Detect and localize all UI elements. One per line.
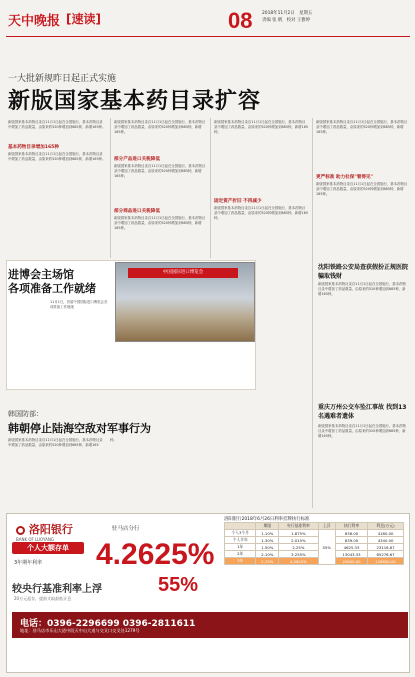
section-label: [速读] bbox=[66, 12, 101, 26]
masthead-logo: 天中晚报 bbox=[8, 14, 61, 29]
story-column-2 bbox=[114, 120, 206, 256]
table-cell: 1.10% bbox=[256, 530, 279, 537]
bank-branch: 驻马店分行 bbox=[112, 526, 140, 532]
ad-disclaimer: 20万元起存，提前支取最低计息 bbox=[14, 596, 72, 601]
rate-table-header-cell: 利息(万元) bbox=[368, 523, 404, 530]
contact-bar bbox=[12, 612, 408, 638]
column-divider bbox=[210, 118, 211, 258]
bank-name: 洛阳银行 bbox=[28, 523, 73, 536]
table-cell: 2年 bbox=[225, 551, 256, 558]
story-body: 新版国家基本药物目录自11月1日起在全国施行，基本药物目录中增加了药品数量，由原来的520种增加到685种，新增165种。 bbox=[214, 120, 308, 134]
contact-address: 地址：驻马店市乐山大道中段天中山大道与交叉口交叉处1279号 bbox=[20, 628, 140, 633]
expo-title: 进博会主场馆 各项准备工作就绪 bbox=[8, 268, 96, 295]
story-subhead-5: 更严标准 助力社保"看得见" bbox=[316, 175, 373, 180]
rate-table-title: 洛阳银行2018年6月26日利率挂牌执行标准 bbox=[224, 517, 310, 522]
table-cell: 839.00 bbox=[335, 537, 367, 544]
right-body-2: 新版国家基本药物目录自11月1日起在全国施行，基本药物目录中增加了药品数量，由原来的520种增加到685种，新增165种。 bbox=[318, 424, 406, 438]
table-cell: 2.015% bbox=[279, 537, 318, 544]
headline-rate: 4.2625% bbox=[96, 538, 215, 571]
right-headline-1: 沈阳铁路公安局查获假扮正规医院骗取钱财 bbox=[318, 264, 409, 280]
story-body: 新版国家基本药物目录自11月1日起在全国施行，基本药物目录中增加了药品数量，由原来的520种增加到685种，新增165种。 bbox=[114, 164, 206, 178]
story-subhead-4: 固定资产折旧 不再减少 bbox=[214, 199, 262, 204]
table-cell: 23116.67 bbox=[368, 544, 404, 551]
table-cell: 3年 bbox=[225, 558, 256, 565]
story-kicker: 一大批新规昨日起正式实施 bbox=[8, 74, 117, 84]
story-subhead-1: 基本药物目录增加165种 bbox=[8, 145, 59, 150]
story-body: 新版国家基本药物目录自11月1日起在全国施行，基本药物目录中增加了药品数量，由原来的520种增加到685种，新增165种。 bbox=[8, 120, 106, 129]
rate-table bbox=[224, 522, 404, 565]
table-cell: 25600.00 bbox=[335, 558, 367, 565]
table-cell: 4180.00 bbox=[368, 530, 404, 537]
story-body: 新版国家基本药物目录自11月1日起在全国施行，基本药物目录中增加了药品数量，由原来的520种增加到685种，新增165种。 bbox=[316, 120, 408, 134]
table-row bbox=[225, 530, 404, 537]
table-row bbox=[225, 544, 404, 551]
story-body: 新版国家基本药物目录自11月1日起在全国施行，基本药物目录中增加了药品数量，由原来的520种增加到685种，新增165种。 bbox=[114, 120, 206, 134]
table-cell: 836.00 bbox=[335, 530, 367, 537]
story-body: 新版国家基本药物目录自11月1日起在全国施行，基本药物目录中增加了药品数量，由原来的520种增加到685种，新增165种。 bbox=[316, 182, 408, 196]
story-column-3 bbox=[214, 120, 308, 256]
story-subhead-2: 部分产品进口关税降低 bbox=[114, 157, 160, 162]
table-cell: 1.50% bbox=[256, 544, 279, 551]
table-row bbox=[225, 537, 404, 544]
rate-table-header-cell: 期限 bbox=[256, 523, 279, 530]
table-cell: 65276.67 bbox=[368, 551, 404, 558]
table-cell: 4340.00 bbox=[368, 537, 404, 544]
table-cell: 2.25% bbox=[279, 544, 318, 551]
rate-table-header-cell: 执行利率 bbox=[335, 523, 367, 530]
story-headline: 新版国家基本药目录扩容 bbox=[8, 89, 262, 114]
product-term: 3年期年利率 bbox=[14, 560, 43, 566]
table-cell: 1年 bbox=[225, 544, 256, 551]
table-cell: 1.875% bbox=[279, 530, 318, 537]
table-cell: 2.75% bbox=[256, 558, 279, 565]
rate-table-header-cell bbox=[225, 523, 256, 530]
contact-phone: 电话：0396-2296699 0396-2811611 bbox=[20, 619, 196, 629]
story-column-4 bbox=[316, 120, 408, 256]
expo-photo-banner: 中国国际进口博览会 bbox=[128, 268, 238, 278]
story-subhead-3: 部分商品进口关税降低 bbox=[114, 209, 160, 214]
story-body: 新版国家基本药物目录自11月1日起在全国施行，基本药物目录中增加了药品数量，由原来的520种增加到685种，新增165种。 bbox=[214, 206, 308, 220]
editor-credits: 责编 张 帆 校对 王雅婷 bbox=[262, 18, 311, 23]
korea-body: 新版国家基本药物目录自11月1日起在全国施行，基本药物目录中增加了药品数量，由原来的520种增加到685种，新增165种。 bbox=[8, 438, 117, 447]
rate-comparison: 较央行基准利率上浮 bbox=[12, 584, 102, 595]
bank-logo bbox=[16, 521, 73, 542]
rate-premium: 55% bbox=[158, 574, 199, 596]
table-cell: 13043.33 bbox=[335, 551, 367, 558]
table-cell: 1.30% bbox=[256, 537, 279, 544]
table-cell: 4625.33 bbox=[335, 544, 367, 551]
product-banner: 个人大额存单 bbox=[12, 542, 84, 554]
masthead-info bbox=[262, 10, 312, 24]
table-row bbox=[225, 551, 404, 558]
rate-table-header bbox=[225, 523, 404, 530]
issue-date: 2018年11月2日 星期五 bbox=[262, 11, 313, 16]
page-number: 08 bbox=[228, 8, 253, 33]
table-cell: 3.255% bbox=[279, 551, 318, 558]
rate-table-header-cell: 央行基准利率 bbox=[279, 523, 318, 530]
korea-kicker: 韩国防部： bbox=[8, 410, 43, 418]
table-row-highlight bbox=[225, 558, 404, 565]
column-divider bbox=[312, 118, 313, 508]
table-cell: 55% bbox=[318, 530, 335, 565]
story-body: 新版国家基本药物目录自11月1日起在全国施行，基本药物目录中增加了药品数量，由原来的520种增加到685种，新增165种。 bbox=[114, 216, 206, 230]
table-cell: 2.10% bbox=[256, 551, 279, 558]
masthead-rule bbox=[6, 36, 410, 37]
korea-headline: 韩朝停止陆海空敌对军事行为 bbox=[8, 422, 151, 435]
expo-caption: 11月1日，首届中国国际进口博览会各项准备工作就绪 bbox=[50, 300, 108, 309]
table-cell: 128600.00 bbox=[368, 558, 404, 565]
right-body-1: 新版国家基本药物目录自11月1日起在全国施行，基本药物目录中增加了药品数量，由原来的520种增加到685种，新增165种。 bbox=[318, 282, 406, 296]
column-divider bbox=[110, 118, 111, 258]
table-cell: 4.2625% bbox=[279, 558, 318, 565]
table-cell: 个人半年 bbox=[225, 537, 256, 544]
right-headline-2: 重庆万州公交车坠江事故 找到13名遇难者遗体 bbox=[318, 404, 407, 420]
story-column-1 bbox=[8, 120, 106, 256]
table-cell: 个人3个月 bbox=[225, 530, 256, 537]
story-body: 新版国家基本药物目录自11月1日起在全国施行，基本药物目录中增加了药品数量，由原来的520种增加到685种，新增165种。 bbox=[8, 152, 106, 161]
bank-name-en: BANK OF LUOYANG bbox=[16, 537, 54, 542]
rate-table-header-cell: 上浮 bbox=[318, 523, 335, 530]
bank-logo-icon bbox=[16, 526, 25, 535]
